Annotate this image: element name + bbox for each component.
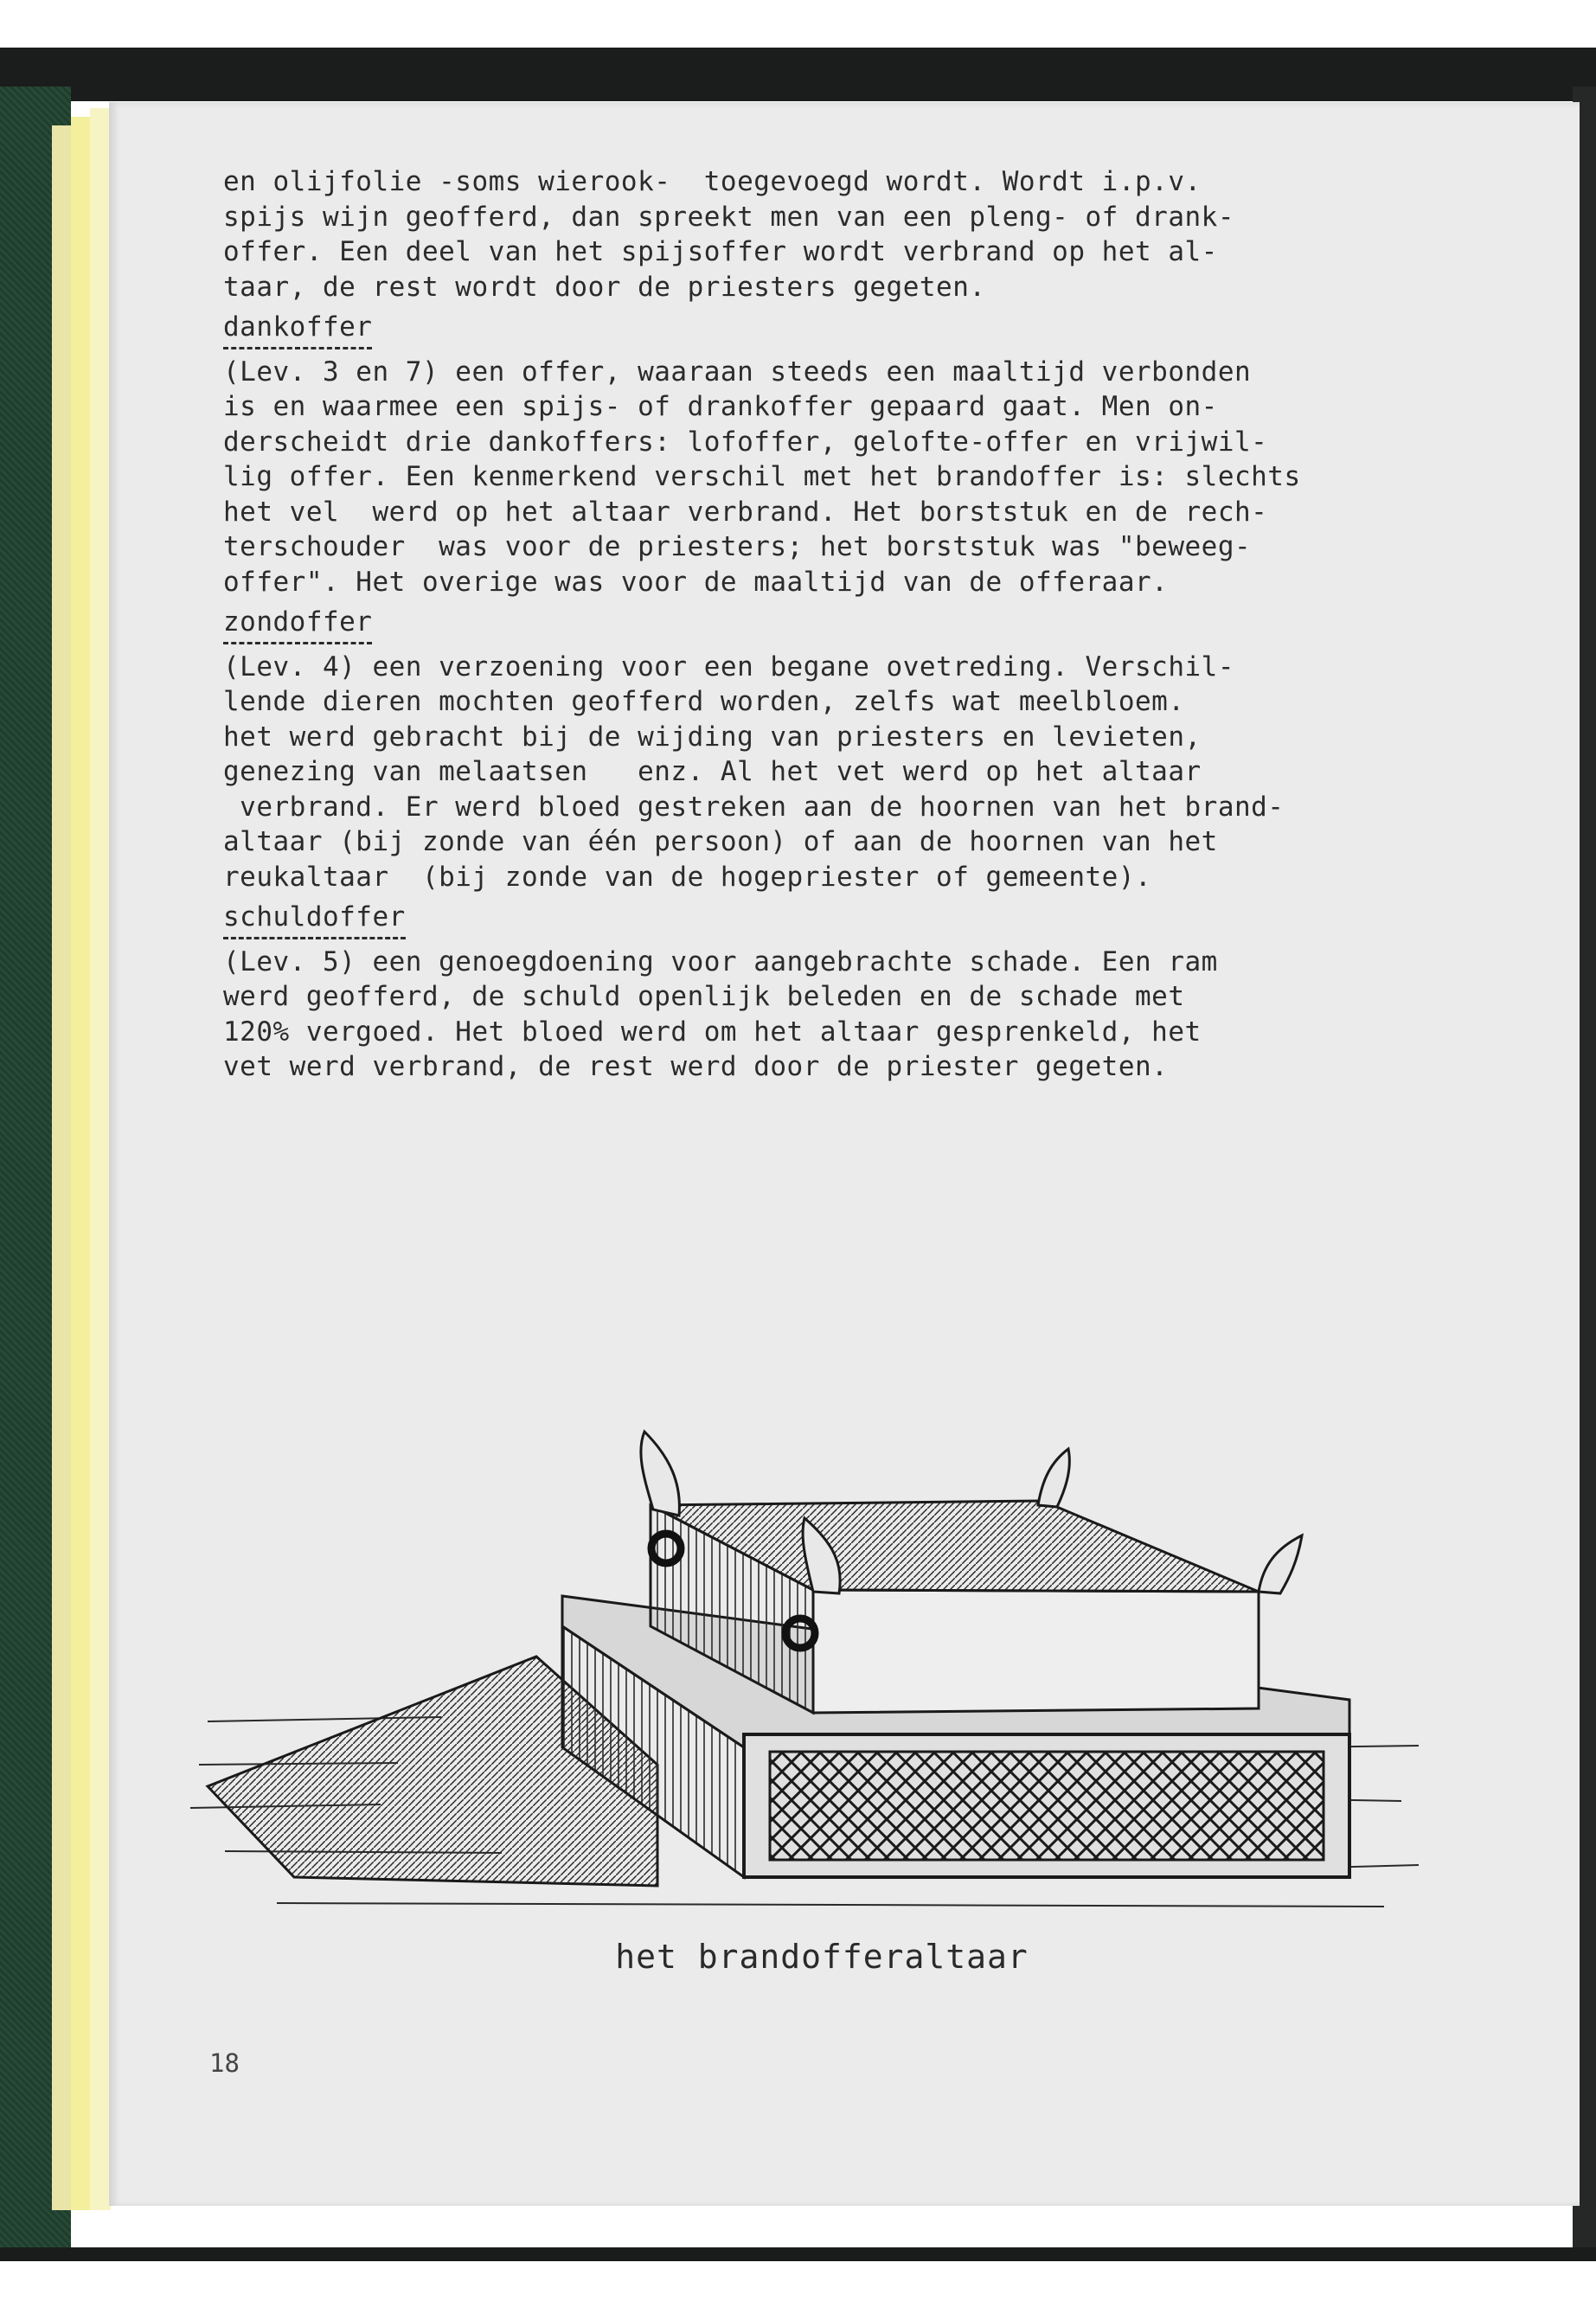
text-line: (Lev. 4) een verzoening voor een begane ovetreding. Verschil-	[223, 651, 1234, 683]
text-line: werd geofferd, de schuld openlijk beleden en de schade met	[223, 981, 1185, 1012]
text-line: offer". Het overige was voor de maaltijd van de offeraar.	[223, 566, 1169, 598]
text-line: verbrand. Er werd bloed gestreken aan de hoornen van het brand-	[223, 791, 1285, 823]
text-line: (Lev. 5) een genoegdoening voor aangebrachte schade. Een ram	[223, 945, 1218, 977]
figure-caption: het brandofferaltaar	[615, 1938, 1029, 1976]
altar-box-front	[813, 1590, 1259, 1713]
text-line: lig offer. Een kenmerkend verschil met het brandoffer is: slechts	[223, 461, 1301, 492]
text-line: en olijfolie -soms wierook- toegevoegd wordt. Wordt i.p.v.	[223, 166, 1202, 197]
text-line: (Lev. 3 en 7) een offer, waaraan steeds een maaltijd verbonden	[223, 356, 1252, 388]
text-line: vet werd verbrand, de rest werd door de priester gegeten.	[223, 1051, 1169, 1082]
section-heading-schuldoffer: schuldoffer	[223, 900, 406, 939]
altar-illustration	[173, 1315, 1453, 1938]
section-heading-dankoffer: dankoffer	[223, 310, 372, 349]
text-line: is en waarmee een spijs- of drankoffer gepaard gaat. Men on-	[223, 391, 1218, 422]
text-line: derscheidt drie dankoffers: lofoffer, gelofte-offer en vrijwil-	[223, 426, 1268, 458]
text-line: genezing van melaatsen enz. Al het vet werd op het altaar	[223, 756, 1202, 787]
text-line: offer. Een deel van het spijsoffer wordt verbrand op het al-	[223, 236, 1218, 267]
text-line: lende dieren mochten geofferd worden, zelfs wat meelbloem.	[223, 686, 1185, 717]
page-text	[223, 164, 1374, 1085]
text-line: taar, de rest wordt door de priesters gegeten.	[223, 271, 986, 303]
text-line: het vel werd op het altaar verbrand. Het borststuk en de rech-	[223, 496, 1268, 528]
scan-bottom-edge	[0, 2247, 1596, 2261]
section-heading-zondoffer: zondoffer	[223, 605, 372, 644]
scan-top-edge	[0, 48, 1596, 101]
text-line: altaar (bij zonde van één persoon) of aan de hoornen van het	[223, 826, 1218, 857]
page-number: 18	[209, 2048, 240, 2078]
text-line: 120% vergoed. Het bloed werd om het altaar gesprenkeld, het	[223, 1016, 1202, 1048]
text-line: het werd gebracht bij de wijding van priesters en levieten,	[223, 721, 1202, 753]
text-line: terschouder was voor de priesters; het borststuk was "beweeg-	[223, 531, 1252, 562]
text-line: reukaltaar (bij zonde van de hogepriester of gemeente).	[223, 861, 1152, 893]
text-line: spijs wijn geofferd, dan spreekt men van een pleng- of drank-	[223, 201, 1234, 233]
page-edge-stack	[90, 108, 111, 2210]
